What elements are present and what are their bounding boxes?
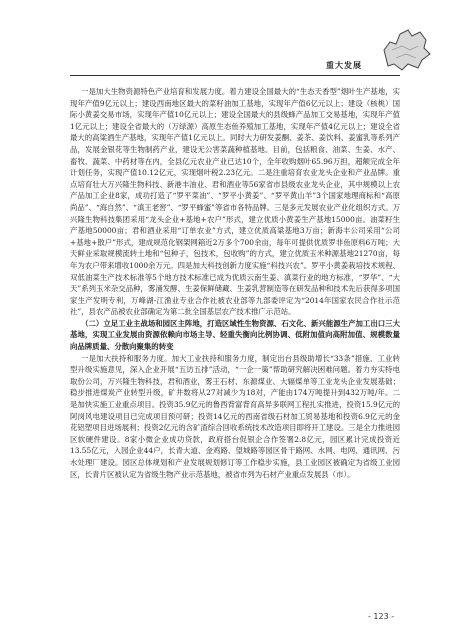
- page-number: - 123 -: [368, 612, 395, 621]
- section-heading: （二）立足工业主战场和园区主阵地，打造区域性生物资源、石文化、新兴能源生产加工出口三大基地，实现工业发展由资源依赖向市场主导、轻重失衡向比例协调、低附加值向高附加值、规模数量向品牌质量、分散向聚集的转变: [70, 318, 400, 352]
- header-divider: [70, 75, 400, 76]
- section-tag: 重大发展: [326, 61, 362, 70]
- paragraph: 一是加大生物资源特色产业培育和发展力度。着力建设全国最大的“生态天香型”烟叶生产基地，实现年产值9亿元以上；建设西南地区最大的菜籽油加工基地，实现年产值6亿元以上；建设（核桃）国际小黄姜交易市场，实现年产值10亿元以上；建设全国最大的县级蜂产品加工交易基地，实现年产值1亿元以上；建设全省最大的（万绿源）高原生态鱼养殖加工基地，实现年产值4亿元以上；建设全省最大的高粱酒生产基地，实现年产值1亿元以上。同时大力研发姜酮、姜茶、姜饮料、姜蜜乳等系列产品，发展金银花等生物制药产业，建设无公害菜蔬种植基地。目前，包括粮食、油菜、生姜、水产、畜牧、蔬菜、中药材等在内，全县亿元农业产业已达10个，全年收购烟叶65.96万担，超额完成全年计划任务，实现产值10.12亿元，实现烟叶税2.23亿元。二是注重培育农业龙头企业和产业品牌。重点培育壮大万兴隆生物科技、新港丰油业、君和酒业等56家省市县级农业龙头企业，其中规模以上农产品加工企业8家，成功打造了“罗平菜油”、“罗平小黄姜”、“罗平黄山羊”3个国家地理商标和“高原尚品”、“海自然”、“滇王老窖”、“罗平蜂蜜”等省市各特品牌。三是多元发展农业产业化组织方式。万兴隆生物科技集团采用“龙头企业+基地+农户”形式，建立优质小黄姜生产基地15000亩。油菜籽生产基地50000亩；君和酒业采用“订单农业”方式，建立优质高粱基地3万亩；新海丰公司采用“公司+基地+散户”形式，建成规范化钢架网箱近2万多个700余亩，每年可提供优质罗非鱼原料6万吨；大天鲜业采取规模流转土地和“包种子，包技术，包收购”的方式，建立优质玉米种源基地21270亩，每年为农户带来增收1000余万元。四是加大科技创新力度实施“科技兴农”。罗平小黄姜栽培技术规程、双低油菜生产技术标准等5个地方技术标准已成为优质云南生姜、滇菜行业的地方标准，“罗华”、“大天”系列玉米杂交品种，雾涌发酵、生姜保鲜储藏、生姜乳营制造等在研发品种和技术先后获得多项国家生产发明专利，万峰湖-江渔业专业合作社被农业部等九部委评定为“2014年国家农民合作社示范社”，县农产品被农业部确定为第二批全国基层农产技术推广示范站。: [70, 87, 400, 317]
- map-logo-icon: [378, 20, 434, 72]
- article-body: [70, 86, 400, 480]
- paragraph: 一是加大扶持和服务力度。加大工业扶持和服务力度，制定出台县级助增长“33条”措施、工业转型升级实施意见，深入企业开展“五访五排”活动，“一企一策”帮助研究解决困难问题。着力夯实特电取份公司，万兴隆生物科技，君和酒业，雾王石材、东源煤业、大辐煤单等工业龙头企业发展基础；稳步推进煤炭产业转型升级，矿井数将从27对减少为18对，产能由174万吨提升到432万吨/年。二是加快实施工业重点项目。投资35.9亿元的鲁西背富背育高异多联网工程扎实推进，投资15.9亿元的阿岗风电建设项目已完成项目预可研；投资14亿元的西南省级石材加工贸易基地和投资6.9亿元的金花铝塑项目进场展利；投资2亿元的含矿渣综合回收系统技术改造项目即将开工建设。三是全力推进园区软硬件建设。8家小微企业成功贷款，政府搭台促银企合作签署2.8亿元，园区累计完成投资近13.55亿元，入园企业44户，长青大道、金鸡路、望城路等园区骨干路网、水网、电网、通讯网、污水处理厂建设。园区总体规划和产业发展规划修订等工作稳步实施，县工业园区被确定为省级工业园区，长青片区被认定为省级生物产业示范基地，被省市列为石材产业重点发展县（市）。: [70, 353, 400, 479]
